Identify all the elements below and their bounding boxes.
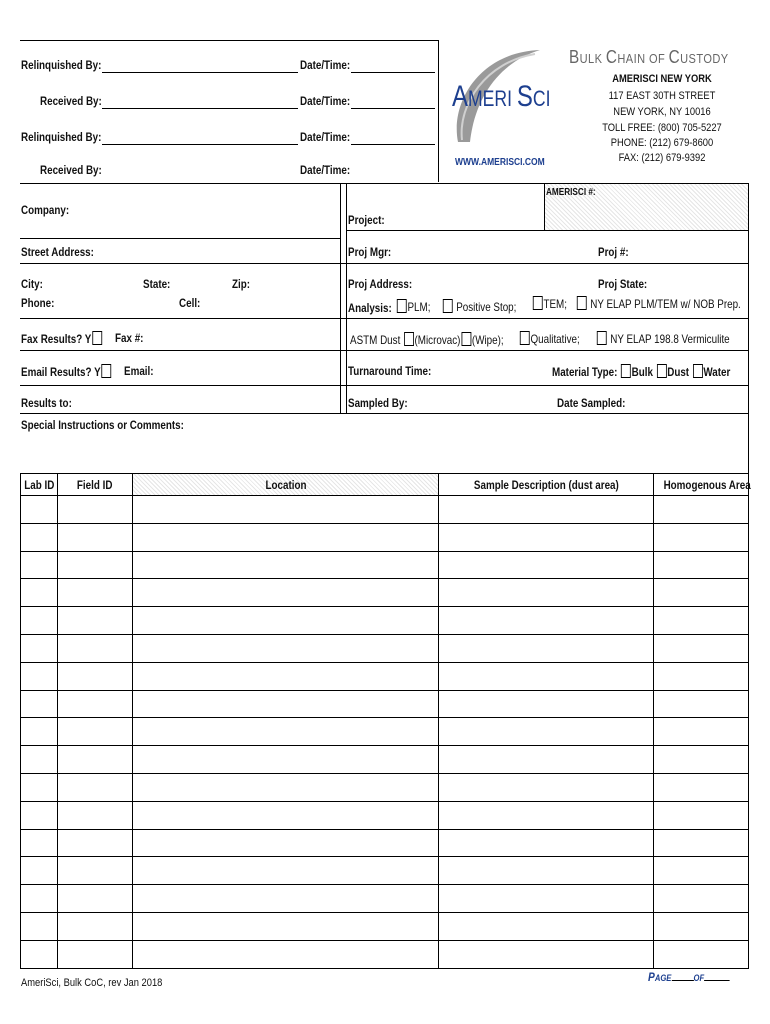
datetime-field-3[interactable] <box>351 144 435 145</box>
table-cell[interactable] <box>133 829 439 857</box>
table-cell[interactable] <box>439 607 654 635</box>
table-cell[interactable] <box>133 857 439 885</box>
table-cell[interactable] <box>21 690 58 718</box>
special-instructions-label: Special Instructions or Comments: <box>21 418 184 432</box>
analysis-tem-option[interactable]: TEM; <box>532 296 567 311</box>
positive-stop-checkbox[interactable] <box>443 299 453 313</box>
table-cell[interactable] <box>21 718 58 746</box>
office-phone: PHONE: (212) 679-8600 <box>610 137 714 149</box>
table-cell[interactable] <box>21 634 58 662</box>
tem-checkbox[interactable] <box>533 296 543 310</box>
table-cell[interactable] <box>133 523 439 551</box>
table-cell[interactable] <box>58 912 133 940</box>
website-text: WWW.AMERISCI.COM <box>455 157 545 168</box>
table-cell[interactable] <box>654 662 749 690</box>
table-cell[interactable] <box>133 579 439 607</box>
table-cell[interactable] <box>654 634 749 662</box>
table-cell[interactable] <box>439 857 654 885</box>
ny-elap-plm-checkbox[interactable] <box>577 296 587 310</box>
ny-elap-198-checkbox[interactable] <box>597 331 607 345</box>
office-street: 117 EAST 30TH STREET <box>608 90 716 102</box>
table-row <box>21 496 749 524</box>
table-cell[interactable] <box>654 746 749 774</box>
table-cell[interactable] <box>654 579 749 607</box>
table-cell[interactable] <box>654 551 749 579</box>
table-row <box>21 912 749 940</box>
table-cell[interactable] <box>58 690 133 718</box>
plm-checkbox[interactable] <box>397 299 407 313</box>
table-cell[interactable] <box>439 940 654 968</box>
dust-checkbox[interactable] <box>657 364 667 378</box>
table-cell[interactable] <box>21 885 58 913</box>
table-cell[interactable] <box>133 912 439 940</box>
homogenous-area-header: Homogenous Area <box>654 474 749 496</box>
fax-number-label: Fax #: <box>115 331 144 345</box>
table-row <box>21 551 749 579</box>
email-results-checkbox[interactable] <box>101 364 111 378</box>
field-id-header: Field ID <box>58 474 133 496</box>
table-cell[interactable] <box>21 551 58 579</box>
office-fax: FAX: (212) 679-9392 <box>618 152 706 164</box>
table-cell[interactable] <box>654 940 749 968</box>
office-city: NEW YORK, NY 10016 <box>613 106 711 118</box>
samples-table <box>20 473 749 969</box>
city-label: City: <box>21 277 43 291</box>
table-cell[interactable] <box>58 940 133 968</box>
analysis-ny-elap-plm-option[interactable]: NY ELAP PLM/TEM w/ NOB Prep. <box>576 296 741 311</box>
proj-mgr-label: Proj Mgr: <box>348 245 392 259</box>
street-address-label: Street Address: <box>21 245 94 259</box>
amerisci-number-label: AMERISCI #: <box>546 187 596 198</box>
table-row <box>21 746 749 774</box>
table-cell[interactable] <box>654 718 749 746</box>
table-cell[interactable] <box>439 746 654 774</box>
table-row <box>21 773 749 801</box>
table-cell[interactable] <box>21 523 58 551</box>
table-row <box>21 579 749 607</box>
phone-label: Phone: <box>21 296 55 310</box>
email-label: Email: <box>124 364 154 378</box>
table-cell[interactable] <box>133 718 439 746</box>
location-header: Location <box>133 474 439 496</box>
table-cell[interactable] <box>439 773 654 801</box>
table-cell[interactable] <box>133 885 439 913</box>
logo-wordmark: AMERI SCI <box>452 80 551 113</box>
water-checkbox[interactable] <box>693 364 703 378</box>
table-cell[interactable] <box>439 801 654 829</box>
table-cell[interactable] <box>439 885 654 913</box>
table-cell[interactable] <box>439 579 654 607</box>
table-cell[interactable] <box>439 912 654 940</box>
table-cell[interactable] <box>133 746 439 774</box>
table-cell[interactable] <box>58 496 133 524</box>
fax-results-label: Fax Results? Y <box>21 331 103 346</box>
lab-id-header: Lab ID <box>21 474 58 496</box>
table-row <box>21 690 749 718</box>
relinquished-by-label-2: Relinquished By: <box>21 130 102 144</box>
analysis-plm-option[interactable]: PLM; <box>396 299 430 314</box>
datetime-label-1: Date/Time: <box>300 58 351 72</box>
analysis-astm-dust-option[interactable]: ASTM Dust (Microvac) (Wipe); <box>350 333 504 347</box>
table-cell[interactable] <box>133 607 439 635</box>
table-cell[interactable] <box>654 496 749 524</box>
table-cell[interactable] <box>439 634 654 662</box>
table-row <box>21 718 749 746</box>
table-row <box>21 523 749 551</box>
relinquished-by-label-1: Relinquished By: <box>21 58 102 72</box>
table-cell[interactable] <box>58 857 133 885</box>
table-cell[interactable] <box>654 523 749 551</box>
table-row <box>21 940 749 968</box>
table-cell[interactable] <box>439 662 654 690</box>
table-row <box>21 662 749 690</box>
table-cell[interactable] <box>439 523 654 551</box>
table-cell[interactable] <box>58 551 133 579</box>
table-cell[interactable] <box>21 662 58 690</box>
table-cell[interactable] <box>21 746 58 774</box>
table-cell[interactable] <box>439 496 654 524</box>
table-cell[interactable] <box>133 690 439 718</box>
table-cell[interactable] <box>21 773 58 801</box>
cell-label: Cell: <box>179 296 201 310</box>
relinquished-by-field-2[interactable] <box>102 144 298 145</box>
zip-label: Zip: <box>232 277 251 291</box>
table-cell[interactable] <box>654 829 749 857</box>
table-cell[interactable] <box>439 551 654 579</box>
table-cell[interactable] <box>21 940 58 968</box>
form-title: BULK CHAIN OF CUSTODY <box>569 47 729 67</box>
table-cell[interactable] <box>58 801 133 829</box>
received-by-field-1[interactable] <box>102 108 298 109</box>
table-cell[interactable] <box>58 773 133 801</box>
table-cell[interactable] <box>654 773 749 801</box>
table-cell[interactable] <box>654 690 749 718</box>
table-cell[interactable] <box>133 662 439 690</box>
office-tollfree: TOLL FREE: (800) 705-5227 <box>602 122 722 134</box>
datetime-label-2: Date/Time: <box>300 94 351 108</box>
revision-text: AmeriSci, Bulk CoC, rev Jan 2018 <box>21 977 163 989</box>
state-label: State: <box>143 277 171 291</box>
email-results-label: Email Results? Y <box>21 364 112 379</box>
table-cell[interactable] <box>654 607 749 635</box>
table-cell[interactable] <box>654 885 749 913</box>
table-cell[interactable] <box>654 801 749 829</box>
table-cell[interactable] <box>21 801 58 829</box>
datetime-label-3: Date/Time: <box>300 130 351 144</box>
table-cell[interactable] <box>21 579 58 607</box>
table-row <box>21 801 749 829</box>
table-cell[interactable] <box>58 718 133 746</box>
datetime-label-4: Date/Time: <box>300 163 351 177</box>
table-cell[interactable] <box>58 607 133 635</box>
datetime-field-2[interactable] <box>351 108 435 109</box>
table-cell[interactable] <box>21 857 58 885</box>
table-row <box>21 857 749 885</box>
table-cell[interactable] <box>58 746 133 774</box>
special-instructions-field[interactable] <box>20 434 747 472</box>
table-cell[interactable] <box>133 496 439 524</box>
table-cell[interactable] <box>133 801 439 829</box>
table-row <box>21 607 749 635</box>
office-name: AMERISCI NEW YORK <box>612 73 712 85</box>
table-cell[interactable] <box>58 885 133 913</box>
table-cell[interactable] <box>439 829 654 857</box>
company-label: Company: <box>21 203 70 217</box>
turnaround-time-label: Turnaround Time: <box>348 364 432 378</box>
table-cell[interactable] <box>58 523 133 551</box>
table-cell[interactable] <box>654 857 749 885</box>
table-cell[interactable] <box>58 579 133 607</box>
table-row <box>21 885 749 913</box>
table-row <box>21 829 749 857</box>
table-row <box>21 634 749 662</box>
sample-description-header: Sample Description (dust area) <box>439 474 654 496</box>
table-cell[interactable] <box>58 829 133 857</box>
proj-number-label: Proj #: <box>598 245 629 259</box>
material-type-label: Material Type: Bulk Dust Water <box>552 365 731 379</box>
wipe-checkbox[interactable] <box>461 332 471 346</box>
sampled-by-label: Sampled By: <box>348 396 408 410</box>
fax-results-checkbox[interactable] <box>92 331 102 345</box>
bulk-checkbox[interactable] <box>621 364 631 378</box>
results-to-label: Results to: <box>21 396 72 410</box>
analysis-qualitative-option[interactable]: Qualitative; <box>519 331 580 346</box>
date-sampled-label: Date Sampled: <box>557 396 626 410</box>
qualitative-checkbox[interactable] <box>520 331 530 345</box>
received-by-label-2: Received By: <box>40 163 102 177</box>
table-cell[interactable] <box>133 634 439 662</box>
microvac-checkbox[interactable] <box>404 332 414 346</box>
samples-header-row <box>21 474 749 496</box>
table-cell[interactable] <box>133 773 439 801</box>
table-cell[interactable] <box>21 829 58 857</box>
table-cell[interactable] <box>21 607 58 635</box>
table-cell[interactable] <box>21 912 58 940</box>
table-cell[interactable] <box>439 690 654 718</box>
proj-address-label: Proj Address: <box>348 277 413 291</box>
table-cell[interactable] <box>133 940 439 968</box>
project-label: Project: <box>348 213 385 227</box>
table-cell[interactable] <box>654 912 749 940</box>
table-cell[interactable] <box>21 496 58 524</box>
relinquished-by-field-1[interactable] <box>102 72 298 73</box>
table-cell[interactable] <box>58 634 133 662</box>
table-cell[interactable] <box>58 662 133 690</box>
proj-state-label: Proj State: <box>598 277 648 291</box>
received-by-label-1: Received By: <box>40 94 102 108</box>
table-cell[interactable] <box>133 551 439 579</box>
page-of-label: PAGE OF <box>648 970 730 984</box>
analysis-ny-elap-198-option[interactable]: NY ELAP 198.8 Vermiculite <box>596 331 730 346</box>
analysis-label: Analysis: <box>348 301 392 315</box>
table-cell[interactable] <box>439 718 654 746</box>
analysis-positive-stop-option[interactable]: Positive Stop; <box>442 299 516 314</box>
datetime-field-1[interactable] <box>351 72 435 73</box>
